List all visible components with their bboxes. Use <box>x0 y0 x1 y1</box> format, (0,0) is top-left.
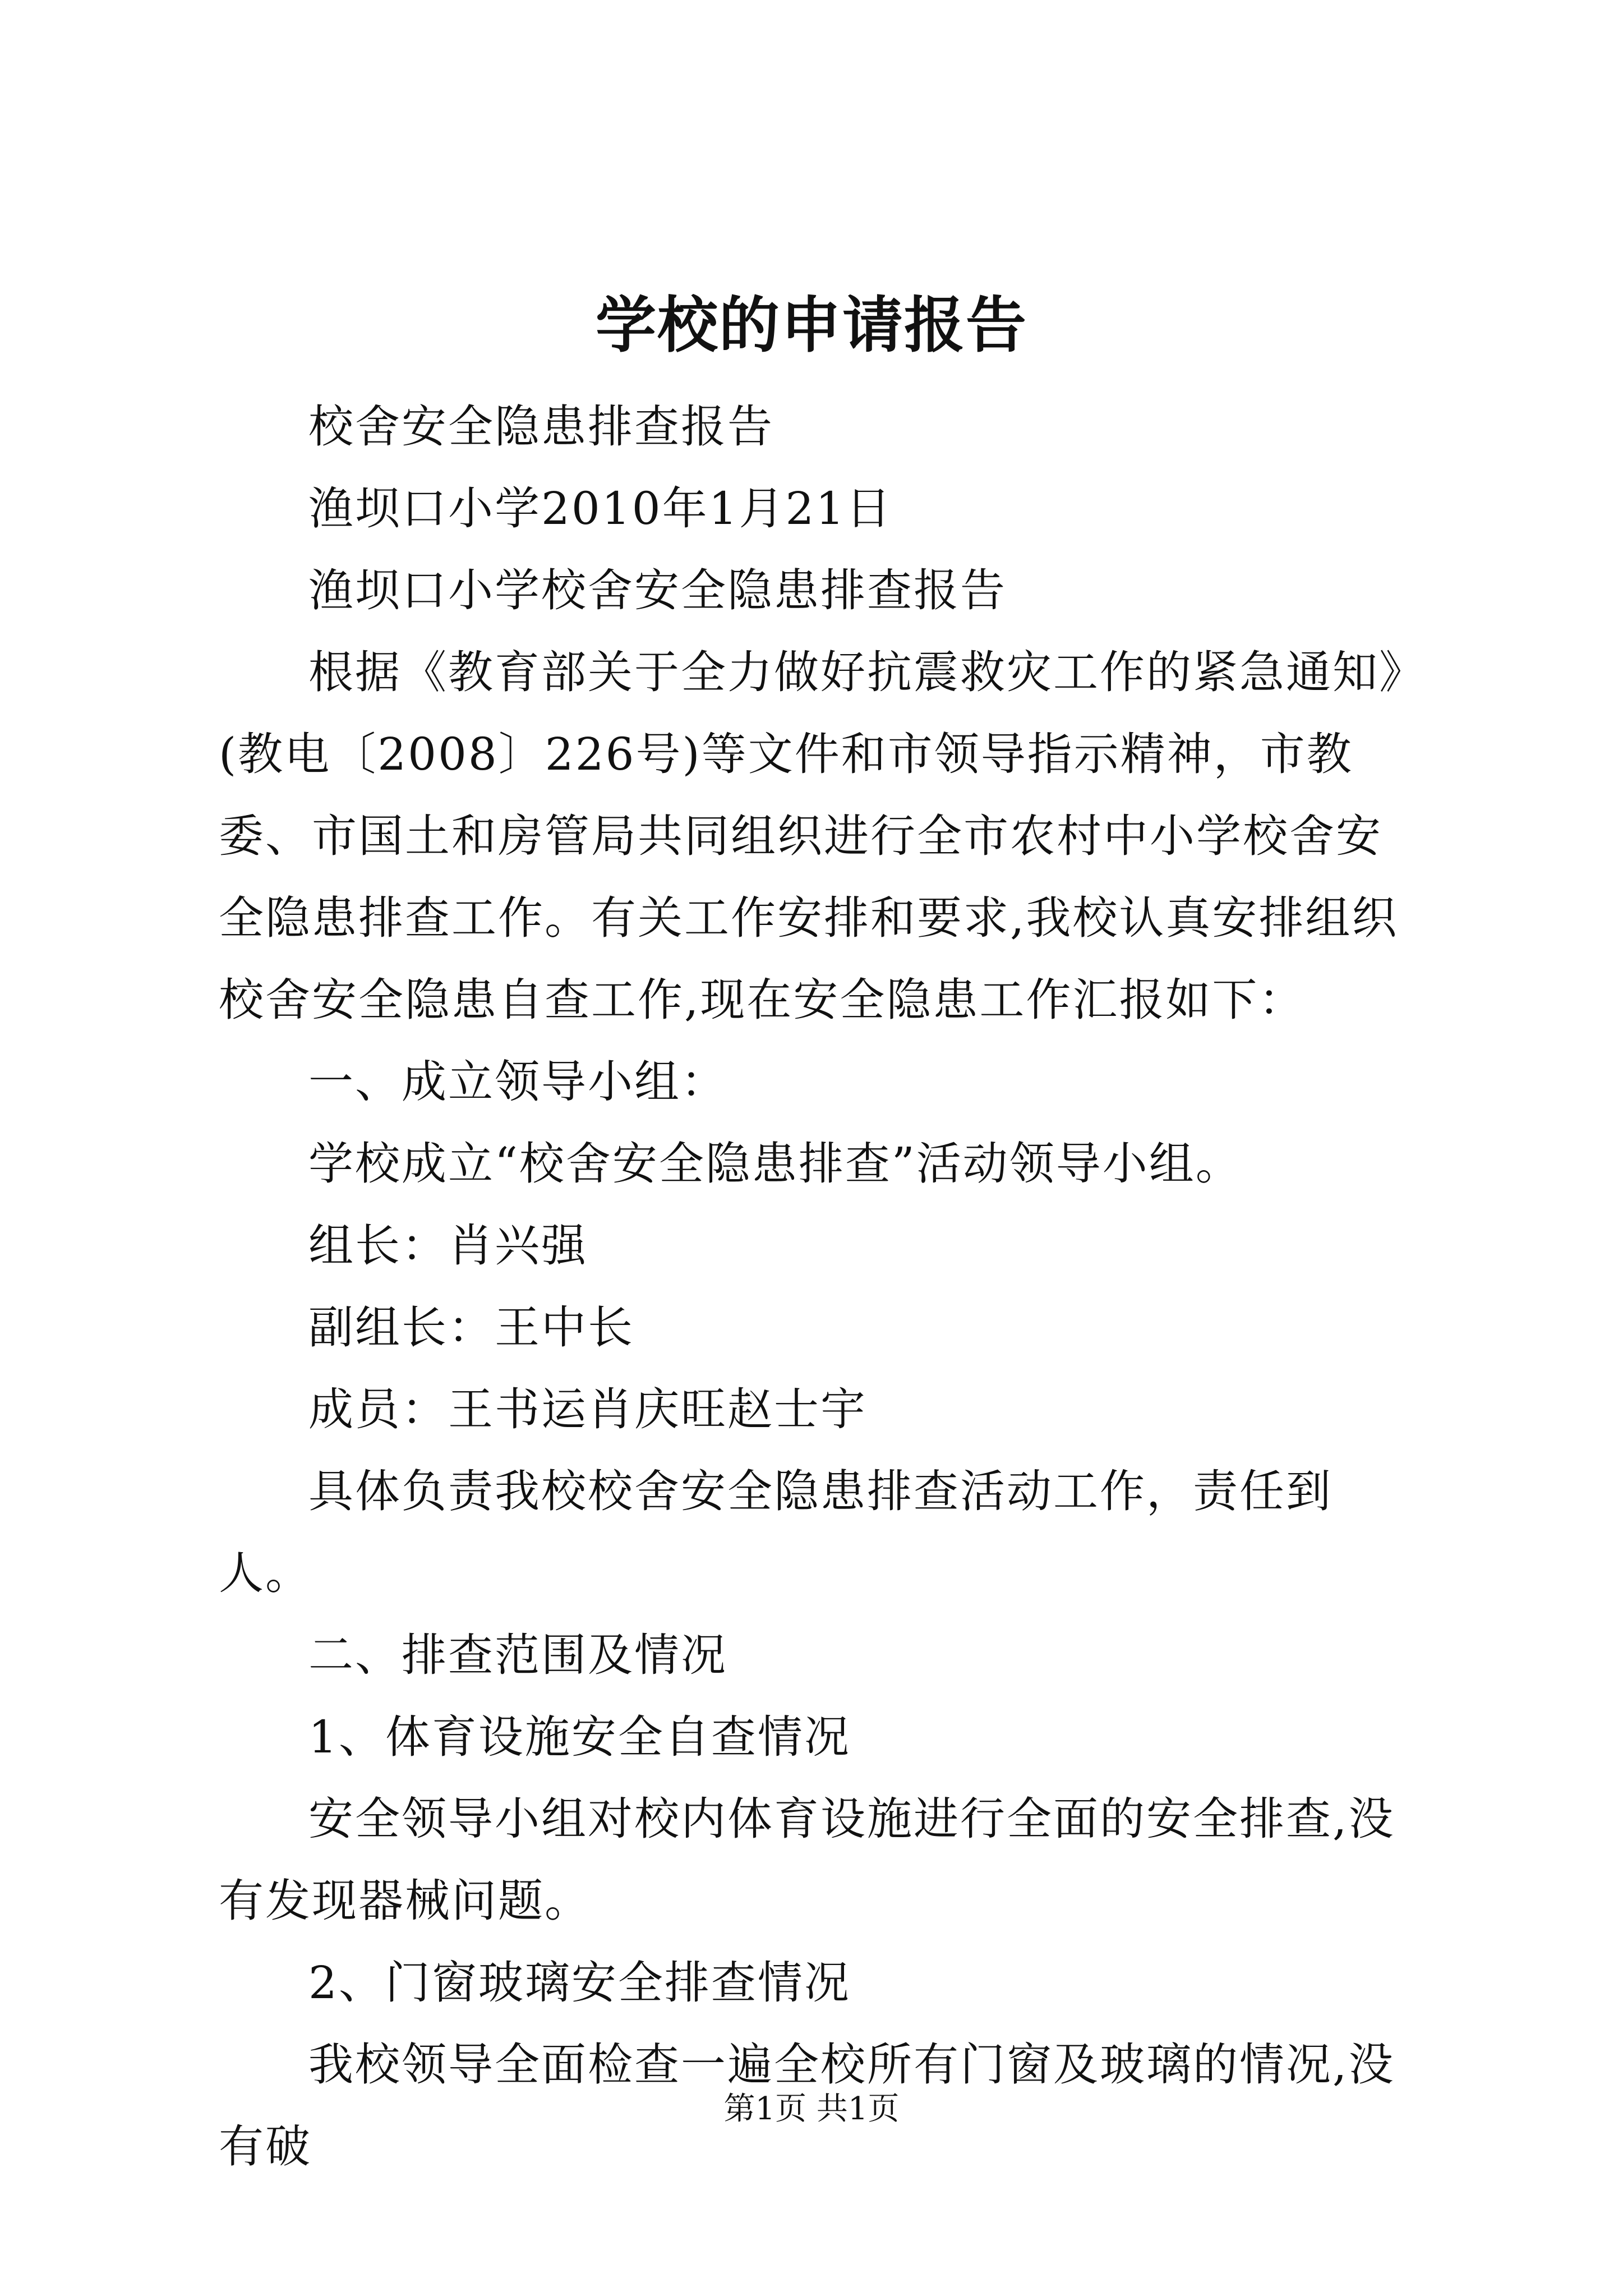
paragraph-section-two: 二、排查范围及情况 <box>308 1629 727 1681</box>
paragraph-responsibility: 具体负责我校校舍安全隐患排查活动工作，责任到人。 <box>219 1465 1332 1599</box>
paragraph-deputy-leader: 副组长：王中长 <box>308 1301 634 1354</box>
document-title: 学校的申请报告 <box>595 290 1027 361</box>
paragraph-intro: 根据《教育部关于全力做好抗震救灾工作的紧急通知》(教电〔2008〕226号)等文件和市领导指示精神，市教委、市国土和房管局共同组织进行全市农村中小学校舍安全隐患排查工作。有关工作安排和要求,我校认真安排组织校舍安全隐患自查工作,现在安全隐患工作汇报如下： <box>219 646 1403 1026</box>
paragraph-members: 成员：王书运肖庆旺赵士宇 <box>308 1383 867 1435</box>
paragraph-windows-body: 我校领导全面检查一遍全校所有门窗及玻璃的情况,没有破 <box>219 2039 1395 2173</box>
paragraph-sports-body: 安全领导小组对校内体育设施进行全面的安全排查,没有发现器械问题。 <box>219 1793 1395 1927</box>
paragraph-section-one: 一、成立领导小组： <box>308 1056 727 1108</box>
page-footer: 第1页 共1页 <box>723 2091 900 2127</box>
paragraph-school-date: 渔坝口小学2010年1月21日 <box>308 482 893 535</box>
paragraph-sports-heading: 1、体育设施安全自查情况 <box>308 1711 851 1763</box>
paragraph-report-heading: 校舍安全隐患排查报告 <box>308 401 774 453</box>
paragraph-leadership-group: 学校成立“校舍安全隐患排查”活动领导小组。 <box>308 1138 1242 1190</box>
paragraph-windows-heading: 2、门窗玻璃安全排查情况 <box>308 1957 851 2009</box>
paragraph-group-leader: 组长：肖兴强 <box>308 1220 588 1272</box>
paragraph-report-subtitle: 渔坝口小学校舍安全隐患排查报告 <box>308 564 1007 616</box>
document-body <box>219 386 1424 2188</box>
